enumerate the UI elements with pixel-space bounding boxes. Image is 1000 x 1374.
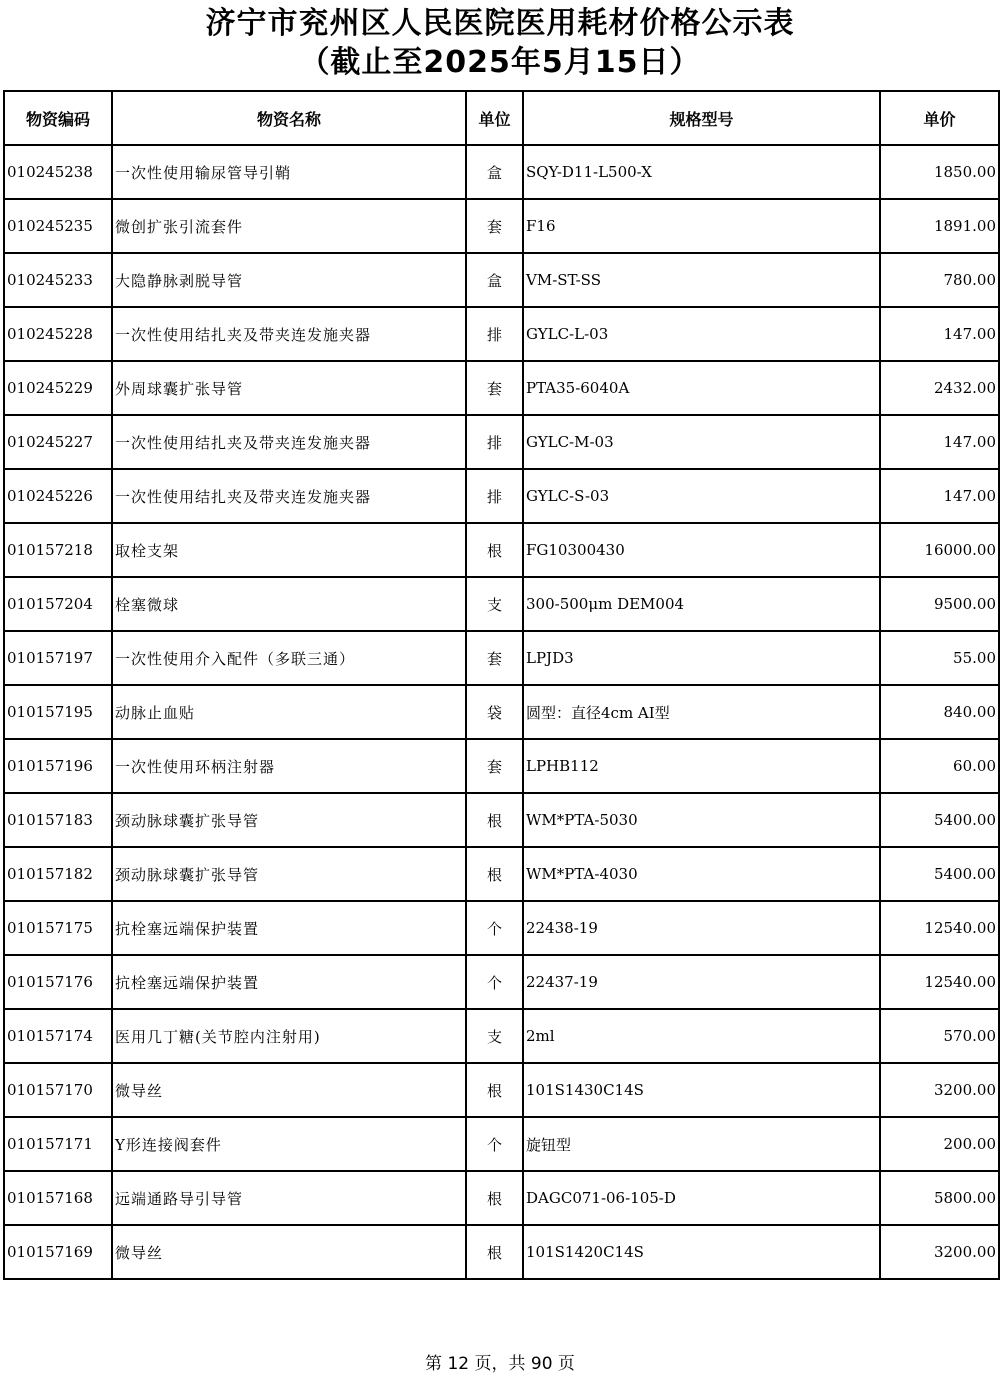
page-title: 济宁市兖州区人民医院医用耗材价格公示表 <box>205 6 795 41</box>
cell-unit: 支 <box>466 577 523 631</box>
table-row <box>4 685 999 739</box>
table-header-row <box>4 91 999 145</box>
cell-code: 010157183 <box>4 793 112 847</box>
cell-name: 一次性使用结扎夹及带夹连发施夹器 <box>112 469 466 523</box>
cell-code: 010157182 <box>4 847 112 901</box>
cell-name: 一次性使用环柄注射器 <box>112 739 466 793</box>
table-row <box>4 415 999 469</box>
cell-spec: 101S1420C14S <box>523 1225 880 1279</box>
cell-unit: 排 <box>466 415 523 469</box>
cell-name: 取栓支架 <box>112 523 466 577</box>
cell-unit: 根 <box>466 1171 523 1225</box>
table-body <box>4 145 999 1279</box>
cell-price: 5800.00 <box>880 1171 999 1225</box>
cell-unit: 套 <box>466 361 523 415</box>
cell-spec: WM*PTA-5030 <box>523 793 880 847</box>
cell-unit: 盒 <box>466 145 523 199</box>
cell-name: 颈动脉球囊扩张导管 <box>112 793 466 847</box>
cell-name: 远端通路导引导管 <box>112 1171 466 1225</box>
cell-spec: 旋钮型 <box>523 1117 880 1171</box>
cell-code: 010157170 <box>4 1063 112 1117</box>
cell-name: 动脉止血贴 <box>112 685 466 739</box>
cell-name: 微导丝 <box>112 1063 466 1117</box>
cell-code: 010245233 <box>4 253 112 307</box>
cell-price: 570.00 <box>880 1009 999 1063</box>
cell-code: 010157196 <box>4 739 112 793</box>
cell-unit: 套 <box>466 739 523 793</box>
cell-name: Y形连接阀套件 <box>112 1117 466 1171</box>
cell-code: 010157218 <box>4 523 112 577</box>
cell-name: 微创扩张引流套件 <box>112 199 466 253</box>
cell-code: 010245238 <box>4 145 112 199</box>
header-unit: 单位 <box>466 91 523 145</box>
cell-name: 外周球囊扩张导管 <box>112 361 466 415</box>
cell-name: 微导丝 <box>112 1225 466 1279</box>
page-number: 第 12 页，共 90 页 <box>425 1354 575 1374</box>
cell-unit: 盒 <box>466 253 523 307</box>
cell-unit: 套 <box>466 199 523 253</box>
cell-unit: 根 <box>466 1063 523 1117</box>
table-row <box>4 1063 999 1117</box>
table-row <box>4 361 999 415</box>
cell-code: 010245229 <box>4 361 112 415</box>
cell-unit: 根 <box>466 793 523 847</box>
cell-unit: 个 <box>466 901 523 955</box>
table-row <box>4 793 999 847</box>
cell-name: 颈动脉球囊扩张导管 <box>112 847 466 901</box>
cell-price: 3200.00 <box>880 1063 999 1117</box>
table-row <box>4 1171 999 1225</box>
table-row <box>4 199 999 253</box>
cell-name: 抗栓塞远端保护装置 <box>112 955 466 1009</box>
cell-price: 55.00 <box>880 631 999 685</box>
table-row <box>4 901 999 955</box>
cell-spec: WM*PTA-4030 <box>523 847 880 901</box>
cell-price: 1850.00 <box>880 145 999 199</box>
cell-code: 010245228 <box>4 307 112 361</box>
cell-name: 医用几丁糖(关节腔内注射用) <box>112 1009 466 1063</box>
cell-unit: 个 <box>466 1117 523 1171</box>
cell-spec: 22438-19 <box>523 901 880 955</box>
cell-name: 一次性使用介入配件（多联三通） <box>112 631 466 685</box>
cell-unit: 根 <box>466 847 523 901</box>
cell-price: 12540.00 <box>880 955 999 1009</box>
cell-price: 147.00 <box>880 307 999 361</box>
cell-price: 1891.00 <box>880 199 999 253</box>
price-table <box>3 90 1000 1280</box>
cell-spec: GYLC-M-03 <box>523 415 880 469</box>
cell-unit: 排 <box>466 469 523 523</box>
table-row <box>4 1117 999 1171</box>
cell-name: 栓塞微球 <box>112 577 466 631</box>
cell-code: 010157176 <box>4 955 112 1009</box>
cell-name: 一次性使用结扎夹及带夹连发施夹器 <box>112 415 466 469</box>
cell-code: 010245227 <box>4 415 112 469</box>
cell-price: 60.00 <box>880 739 999 793</box>
header-spec: 规格型号 <box>523 91 880 145</box>
cell-spec: 300-500μm DEM004 <box>523 577 880 631</box>
cell-price: 780.00 <box>880 253 999 307</box>
table-row <box>4 1225 999 1279</box>
table-row <box>4 955 999 1009</box>
header-code: 物资编码 <box>4 91 112 145</box>
table-row <box>4 307 999 361</box>
cell-unit: 个 <box>466 955 523 1009</box>
cell-price: 5400.00 <box>880 847 999 901</box>
cell-unit: 套 <box>466 631 523 685</box>
cell-code: 010157174 <box>4 1009 112 1063</box>
table-row <box>4 577 999 631</box>
cell-price: 9500.00 <box>880 577 999 631</box>
table-row <box>4 469 999 523</box>
cell-code: 010157169 <box>4 1225 112 1279</box>
cell-price: 5400.00 <box>880 793 999 847</box>
cell-price: 2432.00 <box>880 361 999 415</box>
cell-unit: 支 <box>466 1009 523 1063</box>
cell-code: 010245226 <box>4 469 112 523</box>
cell-spec: LPJD3 <box>523 631 880 685</box>
cell-spec: LPHB112 <box>523 739 880 793</box>
table-row <box>4 847 999 901</box>
cell-price: 12540.00 <box>880 901 999 955</box>
cell-spec: GYLC-L-03 <box>523 307 880 361</box>
cell-spec: DAGC071-06-105-D <box>523 1171 880 1225</box>
cell-code: 010245235 <box>4 199 112 253</box>
cell-name: 大隐静脉剥脱导管 <box>112 253 466 307</box>
cell-spec: PTA35-6040A <box>523 361 880 415</box>
cell-code: 010157168 <box>4 1171 112 1225</box>
cell-name: 一次性使用输尿管导引鞘 <box>112 145 466 199</box>
cell-unit: 根 <box>466 523 523 577</box>
cell-price: 147.00 <box>880 469 999 523</box>
cell-price: 147.00 <box>880 415 999 469</box>
cell-spec: 22437-19 <box>523 955 880 1009</box>
cell-unit: 根 <box>466 1225 523 1279</box>
cell-code: 010157171 <box>4 1117 112 1171</box>
cell-spec: SQY-D11-L500-X <box>523 145 880 199</box>
cell-price: 3200.00 <box>880 1225 999 1279</box>
table-row <box>4 253 999 307</box>
header-price: 单价 <box>880 91 999 145</box>
cell-spec: 101S1430C14S <box>523 1063 880 1117</box>
cell-price: 200.00 <box>880 1117 999 1171</box>
table-row <box>4 739 999 793</box>
cell-spec: F16 <box>523 199 880 253</box>
cell-code: 010157204 <box>4 577 112 631</box>
cell-spec: 圆型：直径4cm AI型 <box>523 685 880 739</box>
cell-spec: FG10300430 <box>523 523 880 577</box>
cell-spec: 2ml <box>523 1009 880 1063</box>
table-row <box>4 1009 999 1063</box>
cell-code: 010157195 <box>4 685 112 739</box>
cell-price: 16000.00 <box>880 523 999 577</box>
table-row <box>4 631 999 685</box>
cell-price: 840.00 <box>880 685 999 739</box>
cell-spec: GYLC-S-03 <box>523 469 880 523</box>
table-row <box>4 523 999 577</box>
cell-name: 抗栓塞远端保护装置 <box>112 901 466 955</box>
table-row <box>4 145 999 199</box>
cell-unit: 袋 <box>466 685 523 739</box>
cell-code: 010157197 <box>4 631 112 685</box>
cell-unit: 排 <box>466 307 523 361</box>
cell-name: 一次性使用结扎夹及带夹连发施夹器 <box>112 307 466 361</box>
cell-code: 010157175 <box>4 901 112 955</box>
header-name: 物资名称 <box>112 91 466 145</box>
cell-spec: VM-ST-SS <box>523 253 880 307</box>
page-subtitle-date: （截止至2025年5月15日） <box>299 45 701 80</box>
